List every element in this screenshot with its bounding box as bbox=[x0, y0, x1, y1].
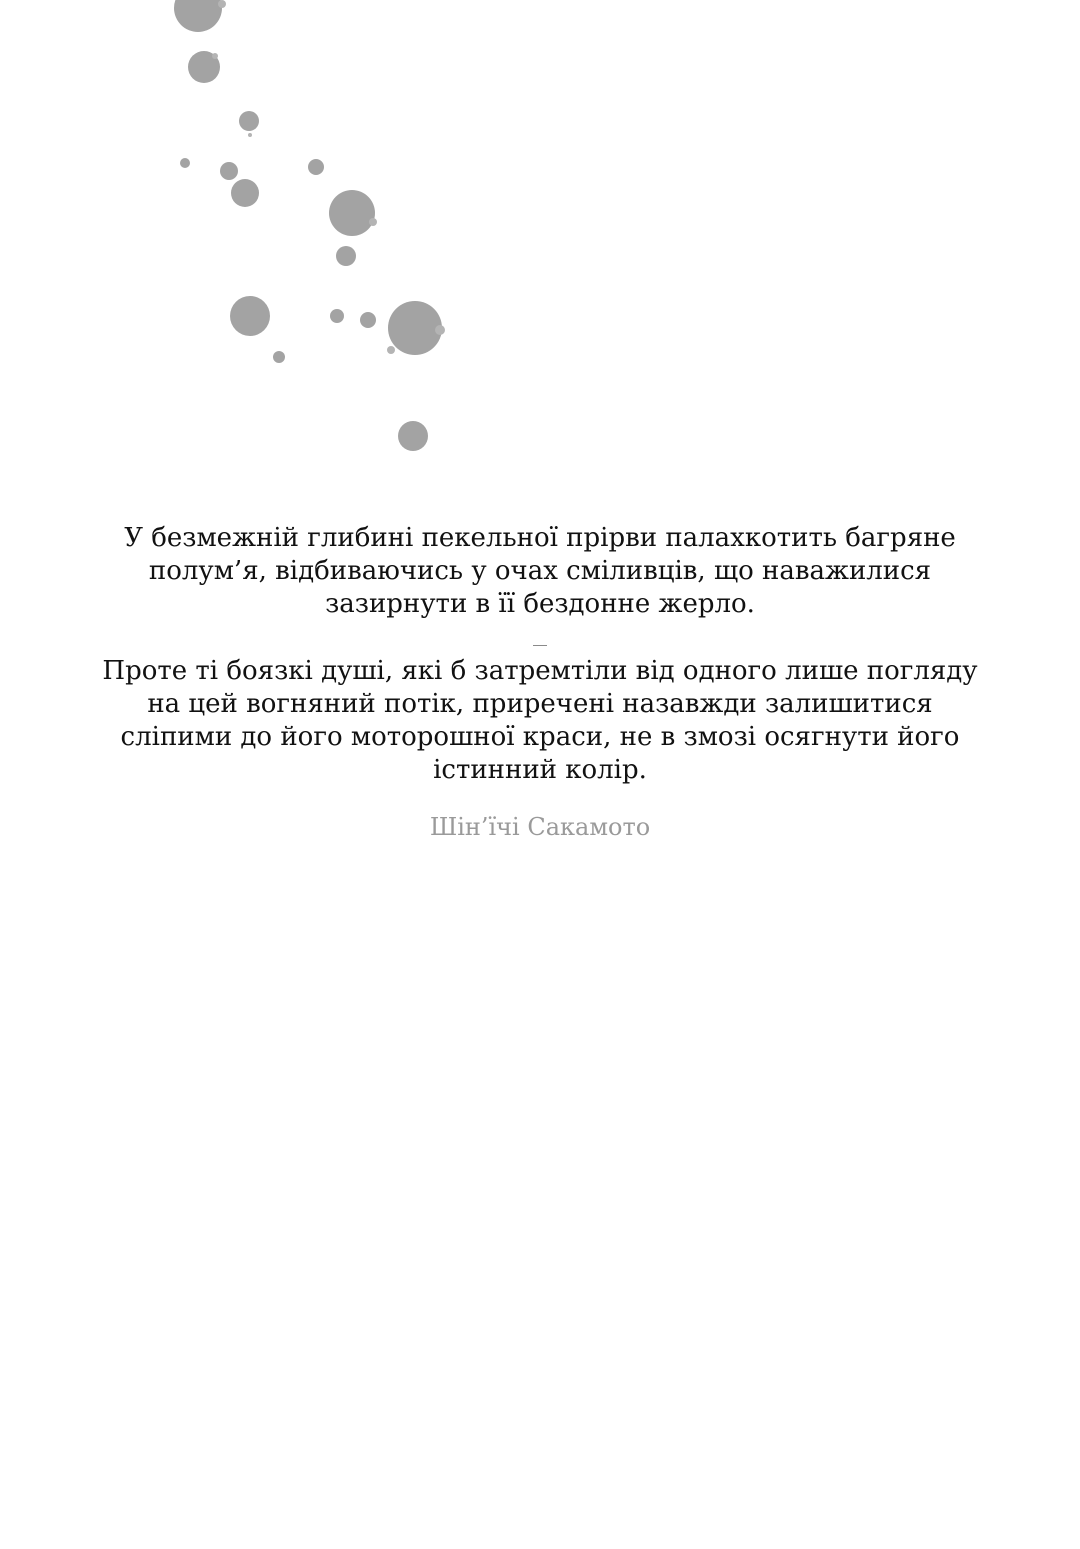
epigraph bbox=[90, 522, 990, 841]
ink-drop bbox=[273, 351, 285, 363]
ink-drop bbox=[230, 296, 270, 336]
divider bbox=[533, 645, 547, 646]
epigraph-paragraph-1: У безмежній глибині пекельної прірви палахкотить багряне полум’я, відбиваючись у очах сміливців, що наважилися зазирнути в її бездонне жерло. bbox=[124, 523, 956, 619]
ink-drop bbox=[174, 0, 222, 32]
epigraph-paragraph-2: Проте ті боязкі душі, які б затремтіли від одного лише погляду на цей вогняний потік, приречені назавжди залишитися сліпими до його моторошної краси, не в змозі осягнути його істинний колір. bbox=[102, 656, 978, 785]
ink-drop bbox=[360, 312, 376, 328]
ink-drop bbox=[329, 190, 375, 236]
ink-drop bbox=[336, 246, 356, 266]
ink-drop bbox=[231, 179, 259, 207]
ink-drop bbox=[308, 159, 324, 175]
ink-drop bbox=[180, 158, 190, 168]
ink-drop bbox=[398, 421, 428, 451]
ink-drop bbox=[330, 309, 344, 323]
ink-drop bbox=[239, 111, 259, 131]
ink-drop bbox=[388, 301, 442, 355]
ink-drop bbox=[220, 162, 238, 180]
epigraph-author: Шін’їчі Сакамото bbox=[429, 813, 651, 841]
ink-splatter-decoration bbox=[0, 0, 1080, 480]
